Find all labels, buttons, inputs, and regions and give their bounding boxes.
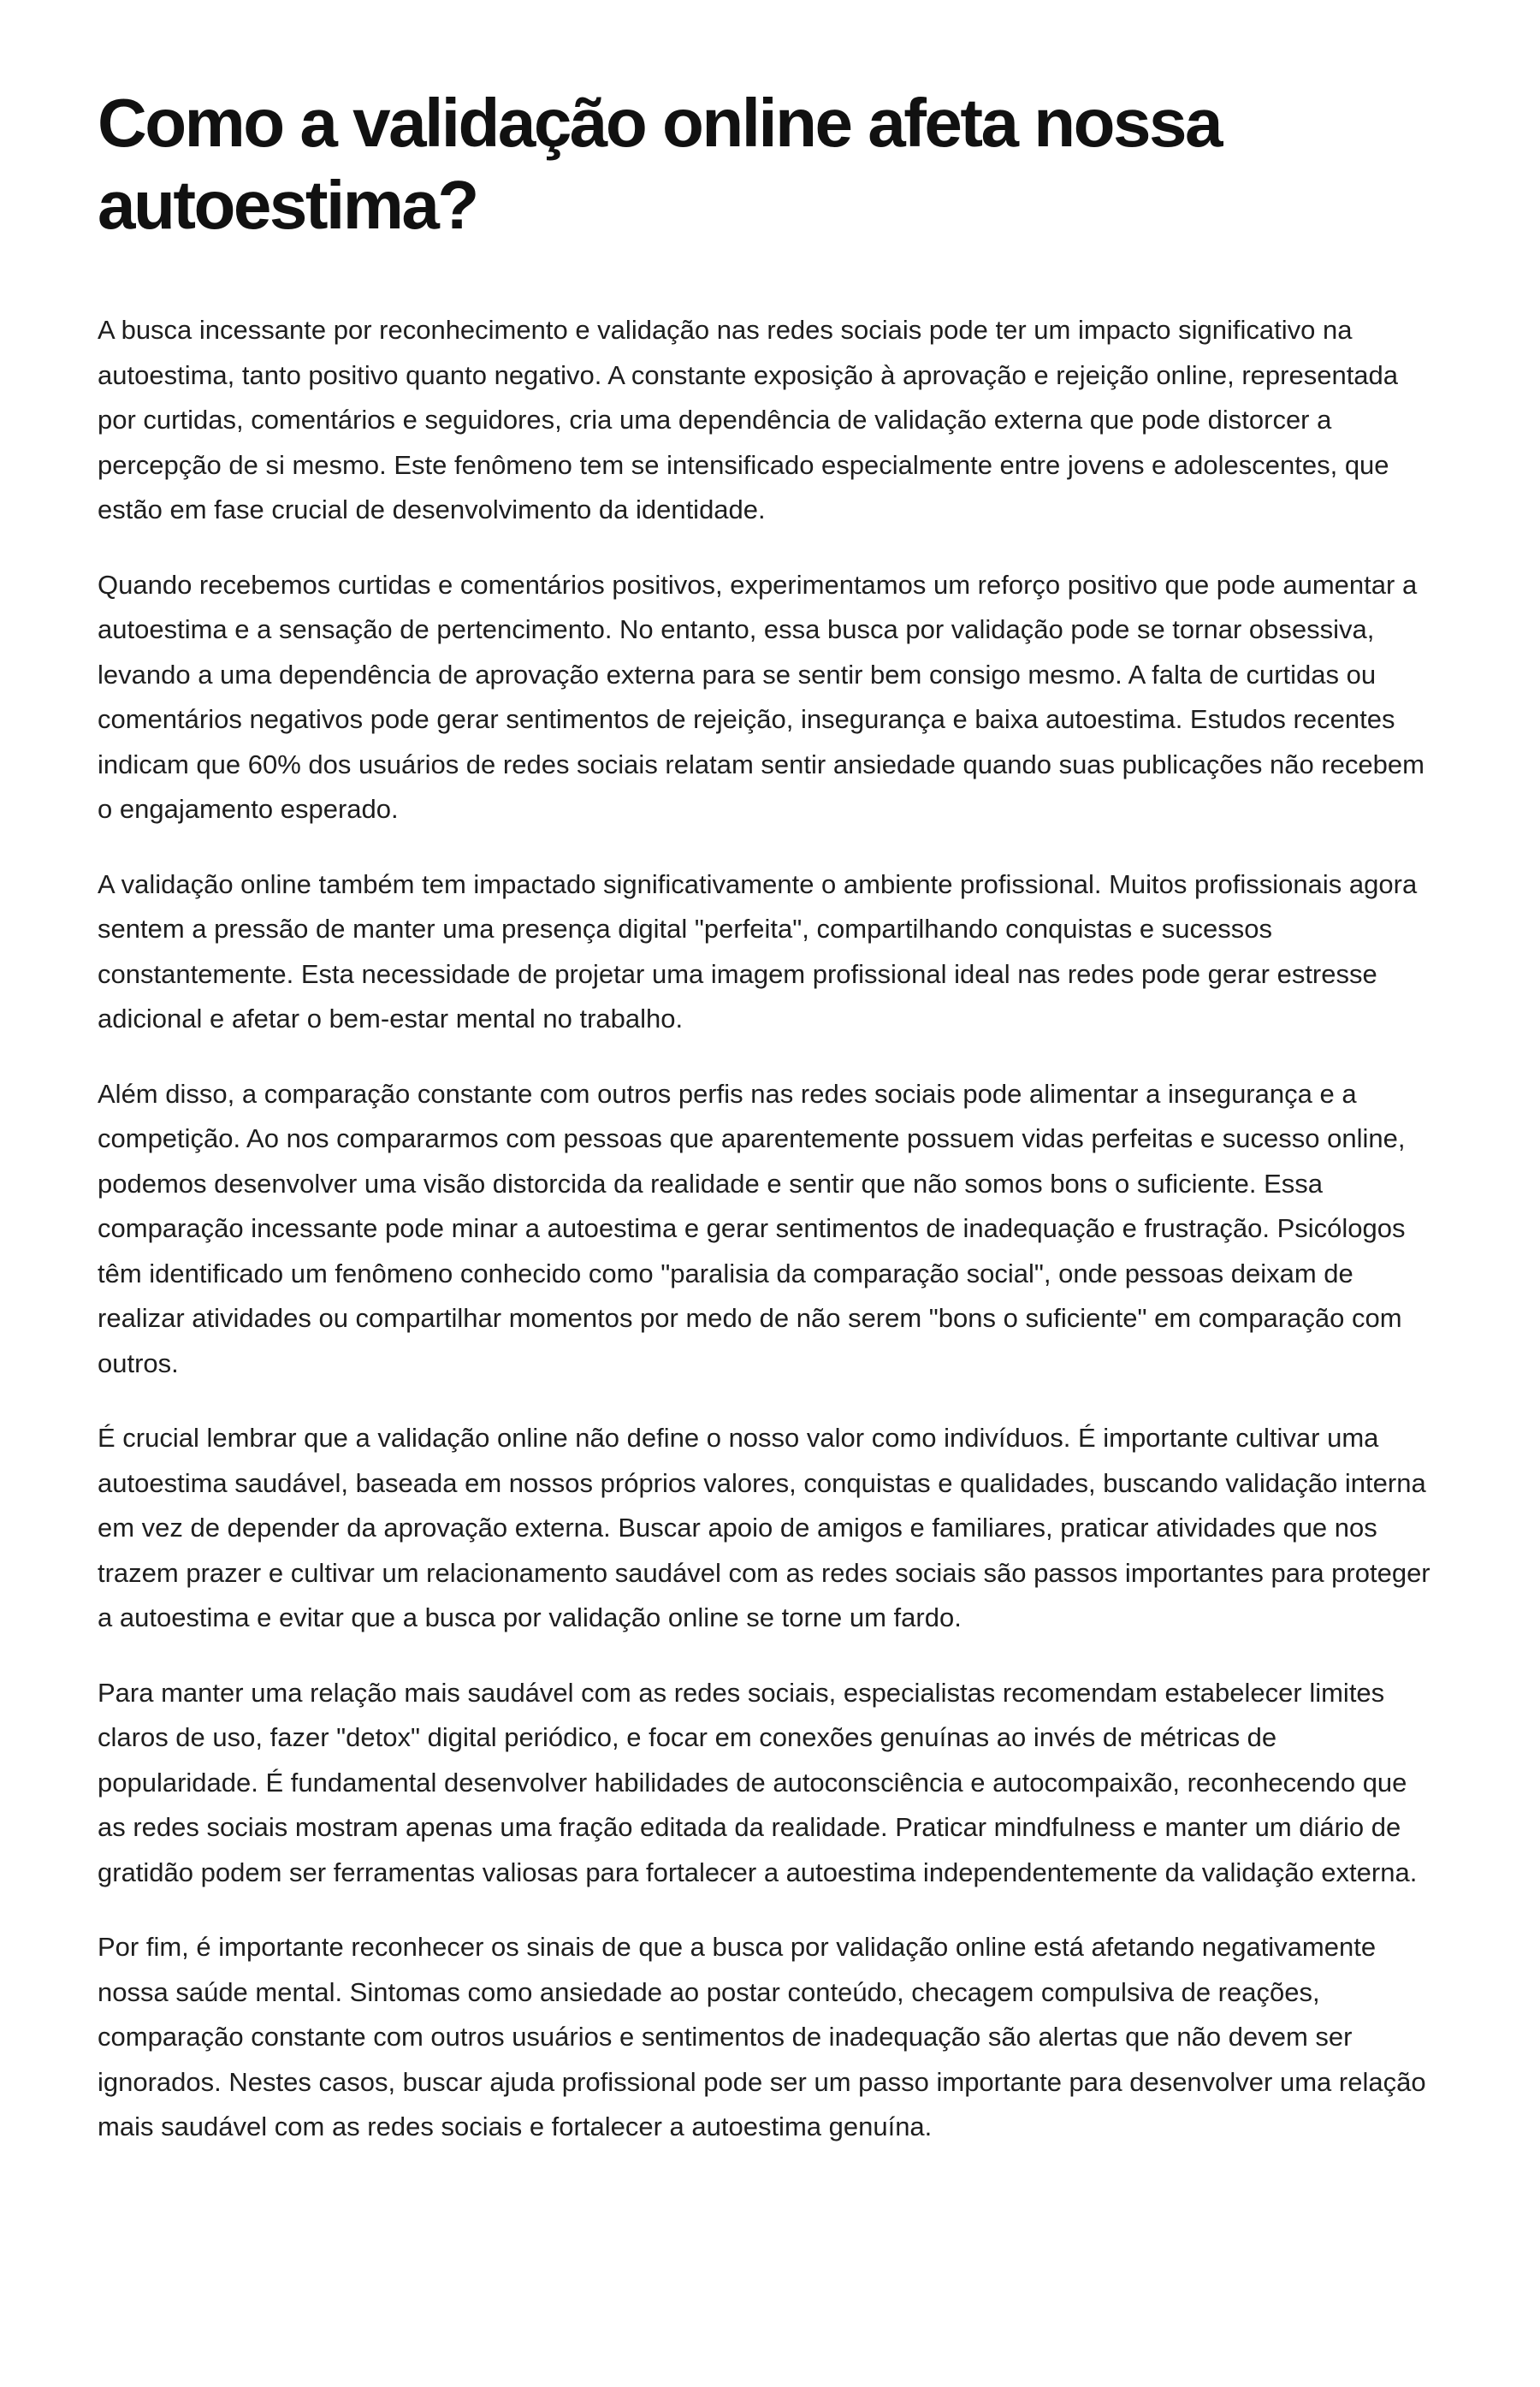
page-title: Como a validação online afeta nossa autoestima? (98, 85, 1221, 243)
paragraph-warning-signs: Por fim, é importante reconhecer os sinais de que a busca por validação online está afetando negativamente nossa saúde mental. Sintomas como ansiedade ao postar conteúdo, checagem compulsiva de reações, comparação constante com outros usuários e sentimentos de inadequação são alertas que não devem ser ignorados. Nestes casos, buscar ajuda profissional pode ser um passo importante para desenvolver uma relação mais saudável com as redes sociais e fortalecer a autoestima genuína. (98, 1932, 1426, 2141)
paragraph-positive-feedback: Quando recebemos curtidas e comentários positivos, experimentamos um reforço positivo que pode aumentar a autoestima e a sensação de pertencimento. No entanto, essa busca por validação pode se tornar obsessiva, levando a uma dependência de aprovação externa para se sentir bem consigo mesmo. A falta de curtidas ou comentários negativos pode gerar sentimentos de rejeição, insegurança e baixa autoestima. Estudos recentes indicam que 60% dos usuários de redes sociais relatam sentir ansiedade quando suas publicações não recebem o engajamento esperado. (98, 569, 1424, 824)
paragraph-professional-environment: A validação online também tem impactado significativamente o ambiente profissional. Muitos profissionais agora sentem a pressão de manter uma presença digital "perfeita", compartilhando conquistas e sucessos constantemente. Esta necessidade de projetar uma imagem profissional ideal nas redes pode gerar estresse adicional e afetar o bem-estar mental no trabalho. (98, 868, 1418, 1034)
paragraph-healthy-habits: Para manter uma relação mais saudável com as redes sociais, especialistas recomendam estabelecer limites claros de uso, fazer "detox" digital periódico, e focar em conexões genuínas ao invés de métricas de popularidade. É fundamental desenvolver habilidades de autoconsciência e autocompaixão, reconhecendo que as redes sociais mostram apenas uma fração editada da realidade. Praticar mindfulness e manter um diário de gratidão podem ser ferramentas valiosas para fortalecer a autoestima independentemente da validação externa. (98, 1677, 1418, 1887)
paragraph-social-comparison: Além disso, a comparação constante com outros perfis nas redes sociais pode alimentar a insegurança e a competição. Ao nos compararmos com pessoas que aparentemente possuem vidas perfeitas e sucesso online, podemos desenvolver uma visão distorcida da realidade e sentir que não somos bons o suficiente. Essa comparação incessante pode minar a autoestima e gerar sentimentos de inadequação e frustração. Psicólogos têm identificado um fenômeno conhecido como "paralisia da comparação social", onde pessoas deixam de realizar atividades ou compartilhar momentos por medo de não serem "bons o suficiente" em comparação com outros. (98, 1078, 1406, 1378)
paragraph-self-worth: É crucial lembrar que a validação online não define o nosso valor como indivíduos. É importante cultivar uma autoestima saudável, baseada em nossos próprios valores, conquistas e qualidades, buscando validação interna em vez de depender da aprovação externa. Buscar apoio de amigos e familiares, praticar atividades que nos trazem prazer e cultivar um relacionamento saudável com as redes sociais são passos importantes para proteger a autoestima e evitar que a busca por validação online se torne um fardo. (98, 1423, 1430, 1632)
article (98, 82, 1432, 2180)
paragraph-intro: A busca incessante por reconhecimento e validação nas redes sociais pode ter um impacto significativo na autoestima, tanto positivo quanto negativo. A constante exposição à aprovação e rejeição online, representada por curtidas, comentários e seguidores, cria uma dependência de validação externa que pode distorcer a percepção de si mesmo. Este fenômeno tem se intensificado especialmente entre jovens e adolescentes, que estão em fase crucial de desenvolvimento da identidade. (98, 315, 1399, 524)
